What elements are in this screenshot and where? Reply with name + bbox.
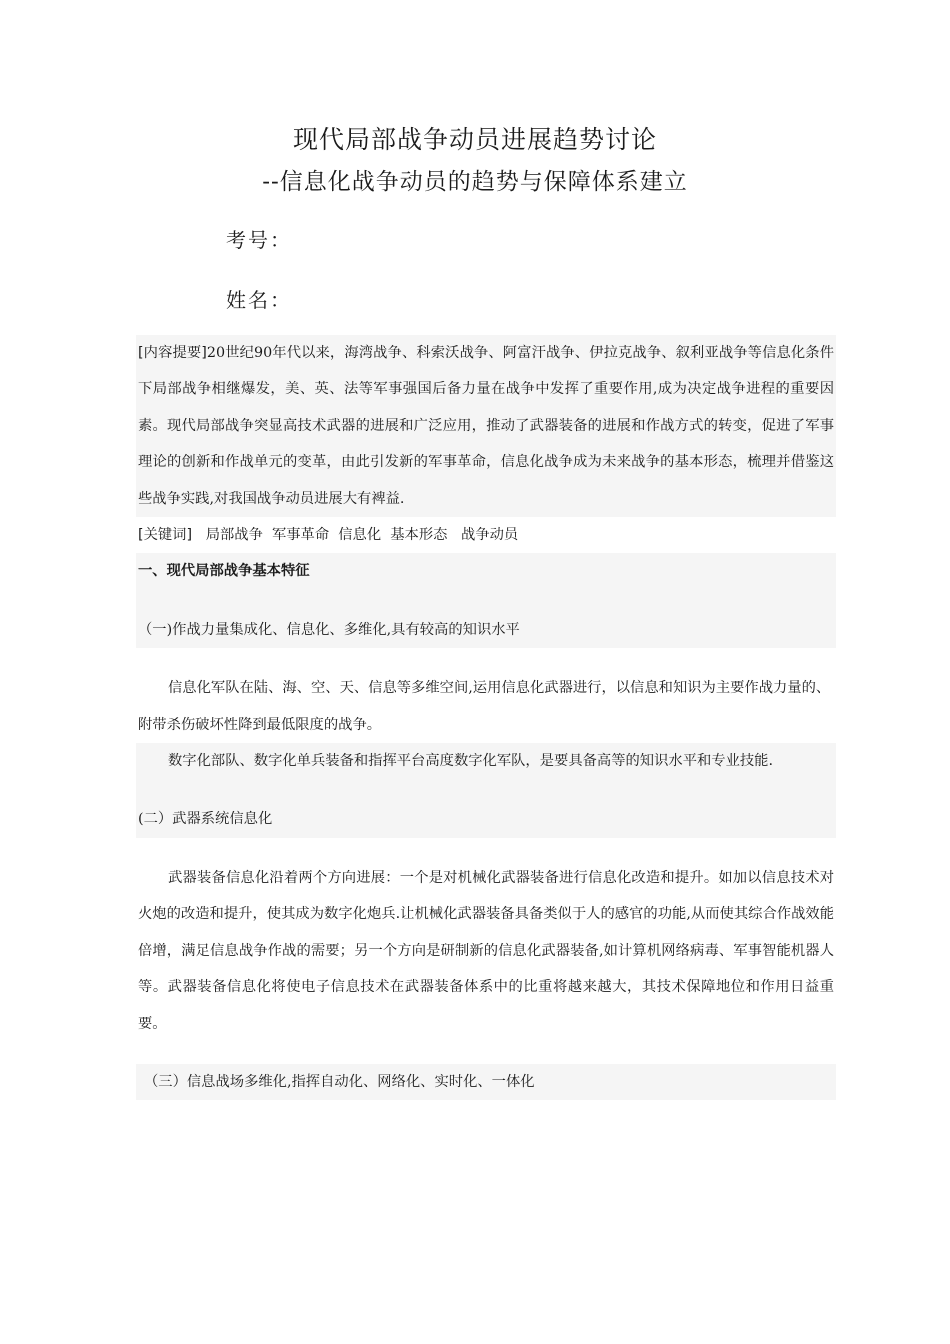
keywords-line <box>136 517 836 553</box>
subsection2-paragraph1: 武器装备信息化沿着两个方向进展：一个是对机械化武器装备进行信息化改造和提升。如加以信息技术对火炮的改造和提升，使其成为数字化炮兵.让机械化武器装备具备类似于人的感官的功能,从而使其综合作战效能倍增，满足信息战争作战的需要；另一个方向是研制新的信息化武器装备,如计算机网络病毒、军事智能机器人等。武器装备信息化将使电子信息技术在武器装备体系中的比重将越来越大，其技术保障地位和作用日益重要。 <box>138 869 834 1032</box>
subsection3-block <box>136 1064 836 1100</box>
document-subtitle: --信息化战争动员的趋势与保障体系建立 <box>262 169 688 195</box>
subsection1-heading: （一)作战力量集成化、信息化、多维化,具有较高的知识水平 <box>138 621 520 638</box>
section1-heading: 一、现代局部战争基本特征 <box>138 563 310 580</box>
subsection1-paragraph2: 数字化部队、数字化单兵装备和指挥平台高度数字化军队，是要具备高等的知识水平和专业技能. <box>168 753 774 770</box>
exam-number-label: 考号： <box>226 228 292 252</box>
name-label: 姓名： <box>226 288 292 312</box>
document-title: 现代局部战争动员进展趋势讨论 <box>292 125 657 154</box>
abstract-text: 20世纪90年代以来，海湾战争、科索沃战争、阿富汗战争、伊拉克战争、叙利亚战争等信息化条件下局部战争相继爆发，美、英、法等军事强国后备力量在战争中发挥了重要作用,成为决定战争进程的重要因素。现代局部战争突显高技术武器的进展和广泛应用，推动了武器装备的进展和作战方式的转变，促进了军事理论的创新和作战单元的变革，由此引发新的军事革命，信息化战争成为未来战争的基本形态，梳理并借鉴这些战争实践,对我国战争动员进展大有裨益. <box>138 345 834 507</box>
subsection1-paragraph2-block <box>136 743 836 838</box>
section1-block <box>136 553 836 648</box>
keywords-text: 局部战争 军事革命 信息化 基本形态 战争动员 <box>205 527 519 544</box>
document-body <box>136 335 836 1100</box>
abstract-paragraph <box>136 335 836 517</box>
subsection1-paragraph1: 信息化军队在陆、海、空、天、信息等多维空间,运用信息化武器进行，以信息和知识为主要作战力量的、附带杀伤破坏性降到最低限度的战争。 <box>138 680 831 733</box>
subsection2-heading: (二）武器系统信息化 <box>138 811 273 828</box>
keywords-label: [关键词] <box>138 527 193 544</box>
abstract-label: [内容提要] <box>138 345 207 361</box>
subsection3-heading: （三）信息战场多维化,指挥自动化、网络化、实时化、一体化 <box>144 1073 535 1090</box>
abstract-block <box>136 335 836 517</box>
